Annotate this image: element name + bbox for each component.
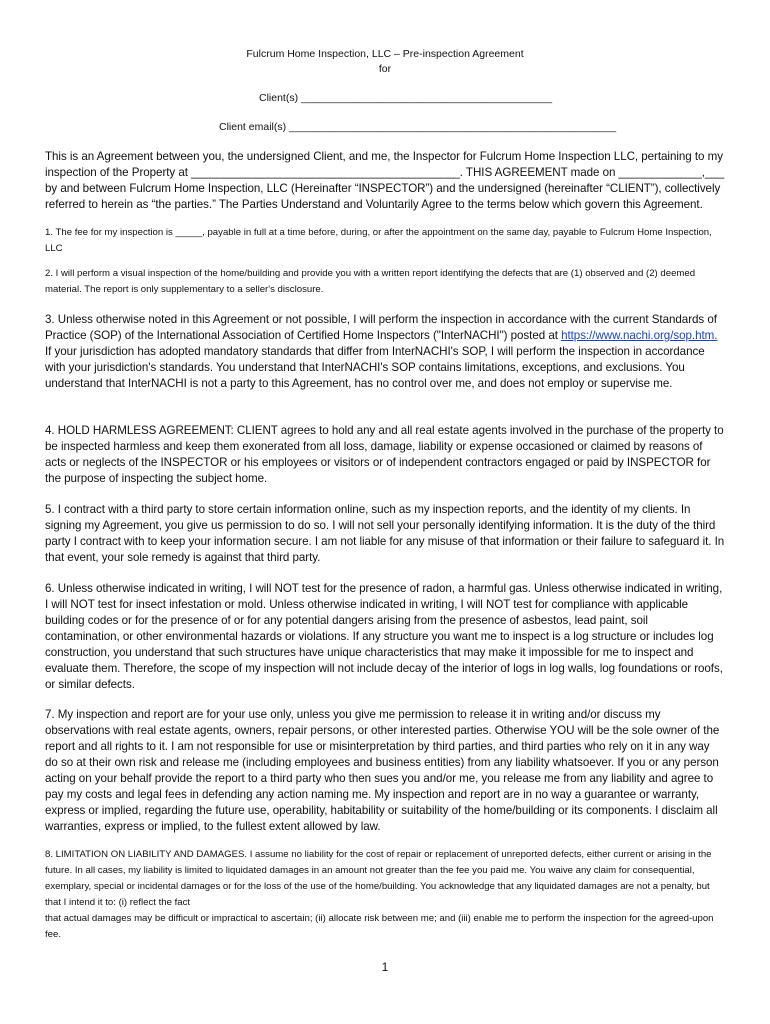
document-title: Fulcrum Home Inspection, LLC – Pre-inspection Agreement	[246, 48, 524, 60]
clients-line: Client(s) ___________________________________________	[259, 92, 553, 104]
clause-8-part-2: that actual damages may be difficult or impractical to ascertain; (ii) allocate risk between me; and (iii) enable me to perform the inspection for the agreed-upon fee.	[45, 913, 714, 940]
clause-3-text-before: 3. Unless otherwise noted in this Agreement or not possible, I will perform the inspection in accordance with the current Standards of Practice (SOP) of the International Association of Certified Home Inspectors ("InterNACHI") posted at	[45, 313, 717, 342]
clause-7-report-use: 7. My inspection and report are for your use only, unless you give me permission to release it in writing and/or discuss my observations with real estate agents, owners, repair persons, or other interested parties. Otherwise YOU will be the sole owner of the report and all rights to it. I am not responsible for use or misinterpretation by third parties, and third parties who rely on it in any way do so at their own risk and release me (including employees and business entities) from any liability whatsoever. If you or any person acting on your behalf provide the report to a third party who then sues you and/or me, you release me from any liability and agree to pay my costs and legal fees in defending any action naming me. My inspection and report are in no way a guarantee or warranty, express or implied, regarding the future use, operability, habitability or suitability of the home/building or its components. I disclaim all warranties, express or implied, to the fullest extent allowed by law.	[45, 708, 720, 833]
title-for-line: for	[378, 63, 392, 75]
clause-8-limitation-of-liability	[45, 847, 725, 943]
clause-6-testing-exclusions: 6. Unless otherwise indicated in writing, I will NOT test for the presence of radon, a harmful gas. Unless otherwise indicated in writing, I will NOT test for insect infestation or mold. Unless otherwise indicated in writing, I will NOT test for compliance with applicable building codes or for the presence of or for any potential dangers arising from the presence of asbestos, lead paint, soil contamination, or other environmental hazards or violations. If any structure you want me to inspect is a log structure or includes log construction, you understand that such structures have unique characteristics that may make it impossible for me to inspect and evaluate them. Therefore, the scope of my inspection will not include decay of the interior of logs in log walls, log foundations or roofs, or similar defects.	[45, 582, 723, 691]
clause-1-fee: 1. The fee for my inspection is _____, payable in full at a time before, during, or after the appointment on the same day, payable to Fulcrum Home Inspection, LLC	[45, 227, 712, 254]
sop-link[interactable]: https://www.nachi.org/sop.htm.	[561, 329, 718, 342]
client-email-line: Client email(s) ________________________________________________________	[219, 121, 617, 133]
clause-3-standards-of-practice	[45, 312, 725, 392]
clause-8-part-1: 8. LIMITATION ON LIABILITY AND DAMAGES. I assume no liability for the cost of repair or replacement of unreported defects, either current or arising in the future. In all cases, my liability is limited to liquidated damages in an amount not greater than the fee you paid me. You waive any claim for consequential, exemplary, special or incidental damages or for the loss of the use of the home/building. You acknowledge that any liquidated damages are not a penalty, but that I intend it to: (i) reflect the fact	[45, 849, 712, 908]
clause-3-text-after: If your jurisdiction has adopted mandatory standards that differ from InterNACHI's SOP, I will perform the inspection in accordance with your jurisdiction's standards. You understand that InterNACHI's SOP contains limitations, exceptions, and exclusions. You understand that InterNACHI is not a party to this Agreement, has no control over me, and does not employ or supervise me.	[45, 345, 705, 390]
clause-5-third-party-storage: 5. I contract with a third party to store certain information online, such as my inspection reports, and the identity of my clients. In signing my Agreement, you give us permission to do so. I will not sell your personally identifying information. It is the duty of the third party I contract with to keep your information secure. I am not liable for any misuse of that information or their failure to safeguard it. In that event, your sole remedy is against that third party.	[45, 503, 725, 564]
intro-paragraph: This is an Agreement between you, the undersigned Client, and me, the Inspector for Fulcrum Home Inspection LLC, pertaining to my inspection of the Property at __________________________________________. THIS AGREEMENT made on _____________,___ by and between Fulcrum Home Inspection, LLC (Hereinafter “INSPECTOR”) and the undersigned (hereinafter “CLIENT”), collectively referred to herein as “the parties.” The Parties Understand and Voluntarily Agree to the terms below which govern this Agreement.	[45, 150, 725, 211]
page-number: 1	[381, 960, 389, 974]
clause-4-hold-harmless: 4. HOLD HARMLESS AGREEMENT: CLIENT agrees to hold any and all real estate agents involved in the purchase of the property to be inspected harmless and keep them exonerated from all loss, damage, liability or expense occasioned or claimed by reasons of acts or neglects of the INSPECTOR or his employees or visitors or of independent contractors engaged or paid by INSPECTOR for the purpose of inspecting the subject home.	[45, 424, 724, 485]
clause-2-visual-inspection: 2. I will perform a visual inspection of the home/building and provide you with a written report identifying the defects that are (1) observed and (2) deemed material. The report is only supplementary to a seller's disclosure.	[45, 268, 696, 295]
